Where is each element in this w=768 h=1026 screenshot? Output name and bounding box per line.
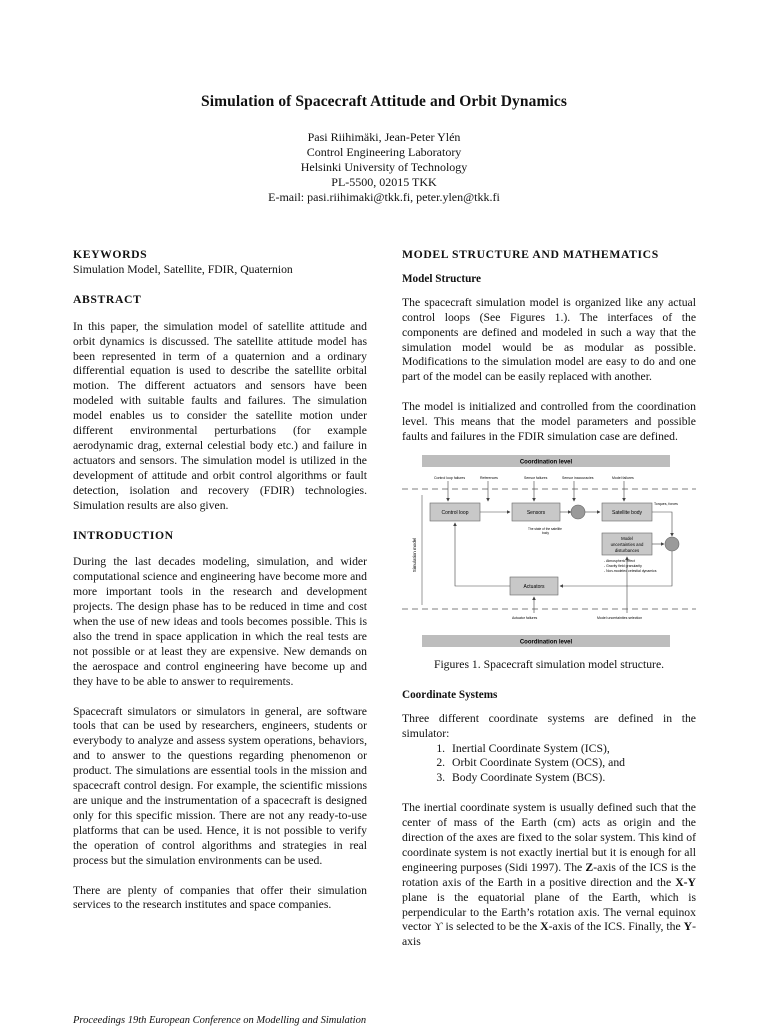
list-item: 2. Orbit Coordinate System (OCS), and xyxy=(448,756,696,771)
introduction-heading: INTRODUCTION xyxy=(73,528,174,542)
inertial-text-d: -axis of the ICS. Finally, the xyxy=(548,920,684,934)
disturbance-3: - Non-modeled celestial dynamics xyxy=(604,568,657,573)
figure-1-caption: Figures 1. Spacecraft simulation model structure. xyxy=(433,657,665,671)
intro-paragraph-3: There are plenty of companies that offer their simulation services to the research institutes and space companies. xyxy=(73,883,367,912)
label-model-failures: Model failures xyxy=(612,475,634,480)
disturbance-2: - Gravity field granularity xyxy=(604,563,642,568)
label-sensor-failures: Sensor failures xyxy=(524,475,548,480)
coords-intro: Three different coordinate systems are defined in the simulator: xyxy=(402,711,696,740)
model-uncertainties-selection-label: Model uncertainties selection xyxy=(597,615,643,620)
inertial-text-a: The inertial coordinate system is usually defined such that the center of mass of the Earth (cm) acts as origin and the direction of the axes are fixed to the solar system. This kind of coordinate system is not exactly inertial but it is enough for all engineering purposes (Sidi 1997). The xyxy=(402,801,696,874)
label-control-loop-failures: Control loop failures xyxy=(434,475,466,480)
inertial-text-b: -axis of the ICS is the rotation axis of the Earth in a positive direction and the xyxy=(402,860,696,889)
paper-title: Simulation of Spacecraft Attitude and Orbit Dynamics xyxy=(200,93,567,110)
intro-paragraph-1: During the last decades modeling, simulation, and wider computational science and engineering have become more and more important tools in the research and development projects. The design phase has to be reduced in time and cost when the use of new ideas and tools becomes possible. This is also the trend in space application in which the real tests are not possible or at least they are expensive. New demands on the aerospace and control engineering have become up and they have to be able to answer to requirements. xyxy=(73,555,367,688)
sum-node-satellite xyxy=(665,537,679,551)
actuator-failures-label: Actuator failures xyxy=(512,615,538,620)
author-lab: Control Engineering Laboratory xyxy=(306,145,462,159)
coordination-bottom-label: Coordination level xyxy=(519,639,573,646)
coordinate-systems-subheading: Coordinate Systems xyxy=(402,688,498,701)
abstract-heading: ABSTRACT xyxy=(73,292,142,306)
model-paragraph-2: The model is initialized and controlled from the coordination level. This means that the model parameters and possible faults and failures in the FDIR simulation case are defined. xyxy=(402,400,696,444)
xy-plane-symbol: X-Y xyxy=(675,875,696,889)
author-university: Helsinki University of Technology xyxy=(300,160,468,174)
author-names: Pasi Riihimäki, Jean-Peter Ylén xyxy=(307,130,461,144)
author-email: E-mail: pasi.riihimaki@tkk.fi, peter.ylen@tkk.fi xyxy=(268,190,500,204)
z-axis-symbol: Z xyxy=(585,860,594,874)
simulation-model-label: Simulation model xyxy=(412,537,417,573)
block-model-label-3: disturbances xyxy=(614,547,640,553)
block-sensors-label: Sensors xyxy=(526,509,546,516)
author-block xyxy=(0,130,768,205)
inertial-text-e: -axis xyxy=(402,920,696,949)
model-structure-subheading: Model Structure xyxy=(402,272,482,285)
model-heading: MODEL STRUCTURE AND MATHEMATICS xyxy=(402,248,659,261)
coordinate-systems-list xyxy=(402,742,696,787)
disturbance-1: - Atmospheric effect xyxy=(604,558,635,563)
y-axis-symbol: Y xyxy=(683,920,693,934)
block-satellite-body-label: Satellite body xyxy=(611,509,643,516)
left-column xyxy=(73,248,367,913)
keywords-heading: KEYWORDS xyxy=(73,248,148,261)
keywords-text: Simulation Model, Satellite, FDIR, Quaternion xyxy=(73,262,293,276)
torques-label: Torques, forces xyxy=(654,501,678,506)
inertial-text-c: plane is the equatorial plane of the Earth, which is perpendicular to the Earth’s rotation axis. The vernal equinox vector ϒ is selected to be the xyxy=(402,890,696,934)
inertial-paragraph xyxy=(402,801,696,950)
coordination-top-label: Coordination level xyxy=(519,459,573,466)
block-model-label-1: Model xyxy=(621,535,633,541)
sum-node-sensors xyxy=(571,505,585,519)
right-column xyxy=(402,248,696,950)
author-address: PL-5500, 02015 TKK xyxy=(331,175,437,189)
block-model-label-2: uncertainties and xyxy=(610,541,644,547)
model-paragraph-1: The spacecraft simulation model is organized like any actual control loops (See Figures 1.). The interfaces of the components are defined and modeled in such a way that the simulation model would be as modular as possible. Modifications to the simulation model are easy to do and one part of the model can be easily replaced with another. xyxy=(402,295,696,384)
label-references: References xyxy=(480,475,498,480)
figure-1-diagram xyxy=(402,455,696,651)
proceedings-footer: Proceedings 19th European Conference on Modelling and Simulation xyxy=(73,1015,367,1026)
state-label-2: body xyxy=(542,530,549,535)
list-item: 3. Body Coordinate System (BCS). xyxy=(448,771,696,786)
x-axis-symbol: X xyxy=(540,920,549,934)
block-control-loop-label: Control loop xyxy=(441,509,469,516)
abstract-text: In this paper, the simulation model of satellite attitude and orbit dynamics is discussed. The satellite attitude model has been represented in term of a quaternion and a ordinary differential equation is used to describe the satellite orbital motion. The different actuators and sensors have been modeled with suitable faults and failures. The simulation model enables us to consider the satellite motion under different environmental perturbations (for example aerodynamic drag, external celestial body etc.) and failure in actuators and sensors. The simulation model is utilized in the development of attitude and orbit control algorithms or fault detection, isolation and recovery (FDIR) technologies. Simulation results are also given. xyxy=(73,319,367,512)
list-item: 1. Inertial Coordinate System (ICS), xyxy=(448,742,696,757)
state-label-1: The state of the satellite xyxy=(528,526,562,531)
intro-paragraph-2: Spacecraft simulators or simulators in general, are software tools that can be used by researchers, engineers, students or everybody to analyze and assess system operations, behaviors, and to answer to the questions regarding phenomenon or product. The simulations are essential tools in the mission and spacecraft control design. For example, the scientific missions are unique and the instrumentation of a spacecraft is designed only for this specific mission. There are not any ready-to-use platforms that can be used. Hence, it is not possible to verify the operation of control algorithms and strategies in real process but the simulation environments can be used. xyxy=(73,704,367,867)
block-actuators-label: Actuators xyxy=(523,583,545,590)
label-sensor-inaccuracies: Sensor inaccuracies xyxy=(562,475,594,480)
